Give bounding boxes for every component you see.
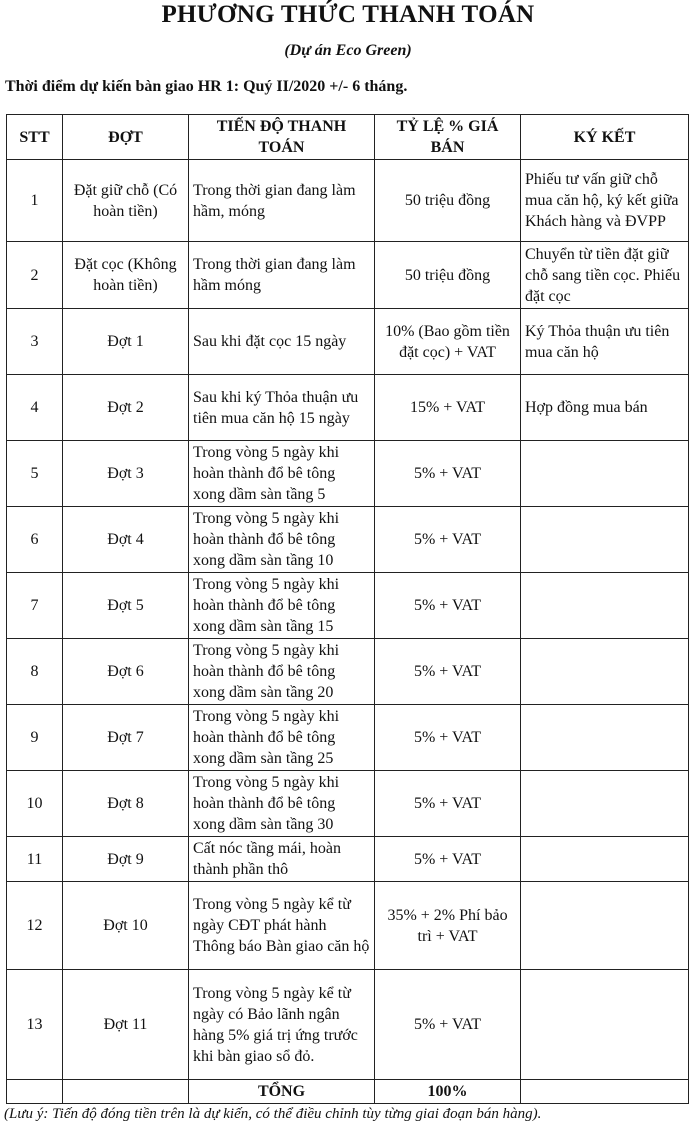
- row-rate: 35% + 2% Phí bảo trì + VAT: [375, 882, 521, 970]
- row-sign: [521, 837, 689, 882]
- total-row: [7, 1080, 689, 1104]
- row-dot: Đợt 9: [63, 837, 189, 882]
- row-sign: [521, 507, 689, 573]
- row-dot: Đợt 10: [63, 882, 189, 970]
- row-rate: 50 triệu đồng: [375, 242, 521, 309]
- row-sign: [521, 639, 689, 705]
- row-stt: 5: [7, 441, 63, 507]
- row-sign: [521, 882, 689, 970]
- row-rate: 5% + VAT: [375, 573, 521, 639]
- row-dot: Đợt 8: [63, 771, 189, 837]
- row-progress: Trong vòng 5 ngày kể từ ngày CĐT phát hành Thông báo Bàn giao căn hộ: [189, 882, 375, 970]
- row-sign: [521, 441, 689, 507]
- row-sign: [521, 573, 689, 639]
- header-progress: TIẾN ĐỘ THANH TOÁN: [189, 115, 375, 160]
- row-progress: Trong vòng 5 ngày khi hoàn thành đổ bê tông xong dầm sàn tầng 20: [189, 639, 375, 705]
- row-progress: Trong vòng 5 ngày khi hoàn thành đổ bê tông xong dầm sàn tầng 5: [189, 441, 375, 507]
- row-sign: [521, 771, 689, 837]
- table-row: [7, 882, 689, 970]
- header-rate: TỶ LỆ % GIÁ BÁN: [375, 115, 521, 160]
- row-rate: 5% + VAT: [375, 507, 521, 573]
- table-row: [7, 970, 689, 1080]
- handover-note: Thời điểm dự kiến bàn giao HR 1: Quý II/2020 +/- 6 tháng.: [5, 78, 408, 95]
- row-stt: 4: [7, 375, 63, 441]
- row-rate: 10% (Bao gồm tiền đặt cọc) + VAT: [375, 309, 521, 375]
- row-progress: Trong vòng 5 ngày kể từ ngày có Bảo lãnh ngân hàng 5% giá trị ứng trước khi bàn giao sổ đỏ.: [189, 970, 375, 1080]
- table-row: [7, 375, 689, 441]
- row-progress: Trong thời gian đang làm hầm, móng: [189, 160, 375, 242]
- total-empty-stt: [7, 1080, 63, 1104]
- table-row: [7, 639, 689, 705]
- header-sign: KÝ KẾT: [521, 115, 689, 160]
- header-stt: STT: [7, 115, 63, 160]
- row-progress: Trong vòng 5 ngày khi hoàn thành đổ bê tông xong dầm sàn tầng 15: [189, 573, 375, 639]
- row-dot: Đợt 1: [63, 309, 189, 375]
- payment-table: [6, 114, 689, 1104]
- row-stt: 8: [7, 639, 63, 705]
- table-row: [7, 771, 689, 837]
- total-empty-dot: [63, 1080, 189, 1104]
- row-rate: 5% + VAT: [375, 441, 521, 507]
- row-stt: 9: [7, 705, 63, 771]
- row-dot: Đặt giữ chỗ (Có hoàn tiền): [63, 160, 189, 242]
- row-stt: 2: [7, 242, 63, 309]
- row-rate: 5% + VAT: [375, 705, 521, 771]
- row-progress: Trong vòng 5 ngày khi hoàn thành đổ bê tông xong dầm sàn tầng 30: [189, 771, 375, 837]
- row-stt: 3: [7, 309, 63, 375]
- row-dot: Đợt 3: [63, 441, 189, 507]
- row-stt: 6: [7, 507, 63, 573]
- table-row: [7, 573, 689, 639]
- row-stt: 11: [7, 837, 63, 882]
- project-subtitle: (Dự án Eco Green): [284, 42, 412, 59]
- row-rate: 5% + VAT: [375, 970, 521, 1080]
- table-row: [7, 705, 689, 771]
- row-dot: Đặt cọc (Không hoàn tiền): [63, 242, 189, 309]
- row-rate: 5% + VAT: [375, 639, 521, 705]
- row-dot: Đợt 4: [63, 507, 189, 573]
- row-sign: Phiếu tư vấn giữ chỗ mua căn hộ, ký kết giữa Khách hàng và ĐVPP: [521, 160, 689, 242]
- row-dot: Đợt 2: [63, 375, 189, 441]
- table-row: [7, 507, 689, 573]
- table-row: [7, 441, 689, 507]
- row-progress: Sau khi đặt cọc 15 ngày: [189, 309, 375, 375]
- table-header-row: [7, 115, 689, 160]
- row-progress: Trong vòng 5 ngày khi hoàn thành đổ bê tông xong dầm sàn tầng 10: [189, 507, 375, 573]
- row-stt: 10: [7, 771, 63, 837]
- row-stt: 12: [7, 882, 63, 970]
- total-label: TỔNG: [189, 1080, 375, 1104]
- row-sign: Chuyển từ tiền đặt giữ chỗ sang tiền cọc. Phiếu đặt cọc: [521, 242, 689, 309]
- row-dot: Đợt 6: [63, 639, 189, 705]
- row-sign: [521, 970, 689, 1080]
- row-stt: 1: [7, 160, 63, 242]
- row-dot: Đợt 7: [63, 705, 189, 771]
- row-stt: 7: [7, 573, 63, 639]
- row-sign: Ký Thỏa thuận ưu tiên mua căn hộ: [521, 309, 689, 375]
- row-sign: Hợp đồng mua bán: [521, 375, 689, 441]
- row-rate: 15% + VAT: [375, 375, 521, 441]
- table-row: [7, 160, 689, 242]
- row-dot: Đợt 5: [63, 573, 189, 639]
- footnote: (Lưu ý: Tiến độ đóng tiền trên là dự kiến, có thể điều chỉnh tùy từng giai đoạn bán hàng).: [4, 1106, 542, 1122]
- table-row: [7, 242, 689, 309]
- table-row: [7, 837, 689, 882]
- total-empty-sign: [521, 1080, 689, 1104]
- header-dot: ĐỢT: [63, 115, 189, 160]
- row-progress: Trong vòng 5 ngày khi hoàn thành đổ bê tông xong dầm sàn tầng 25: [189, 705, 375, 771]
- row-progress: Sau khi ký Thỏa thuận ưu tiên mua căn hộ 15 ngày: [189, 375, 375, 441]
- row-stt: 13: [7, 970, 63, 1080]
- row-progress: Trong thời gian đang làm hầm móng: [189, 242, 375, 309]
- total-rate: 100%: [375, 1080, 521, 1104]
- row-rate: 5% + VAT: [375, 771, 521, 837]
- row-rate: 5% + VAT: [375, 837, 521, 882]
- document-title: PHƯƠNG THỨC THANH TOÁN: [161, 1, 535, 28]
- row-dot: Đợt 11: [63, 970, 189, 1080]
- row-progress: Cất nóc tầng mái, hoàn thành phần thô: [189, 837, 375, 882]
- table-row: [7, 309, 689, 375]
- row-rate: 50 triệu đồng: [375, 160, 521, 242]
- row-sign: [521, 705, 689, 771]
